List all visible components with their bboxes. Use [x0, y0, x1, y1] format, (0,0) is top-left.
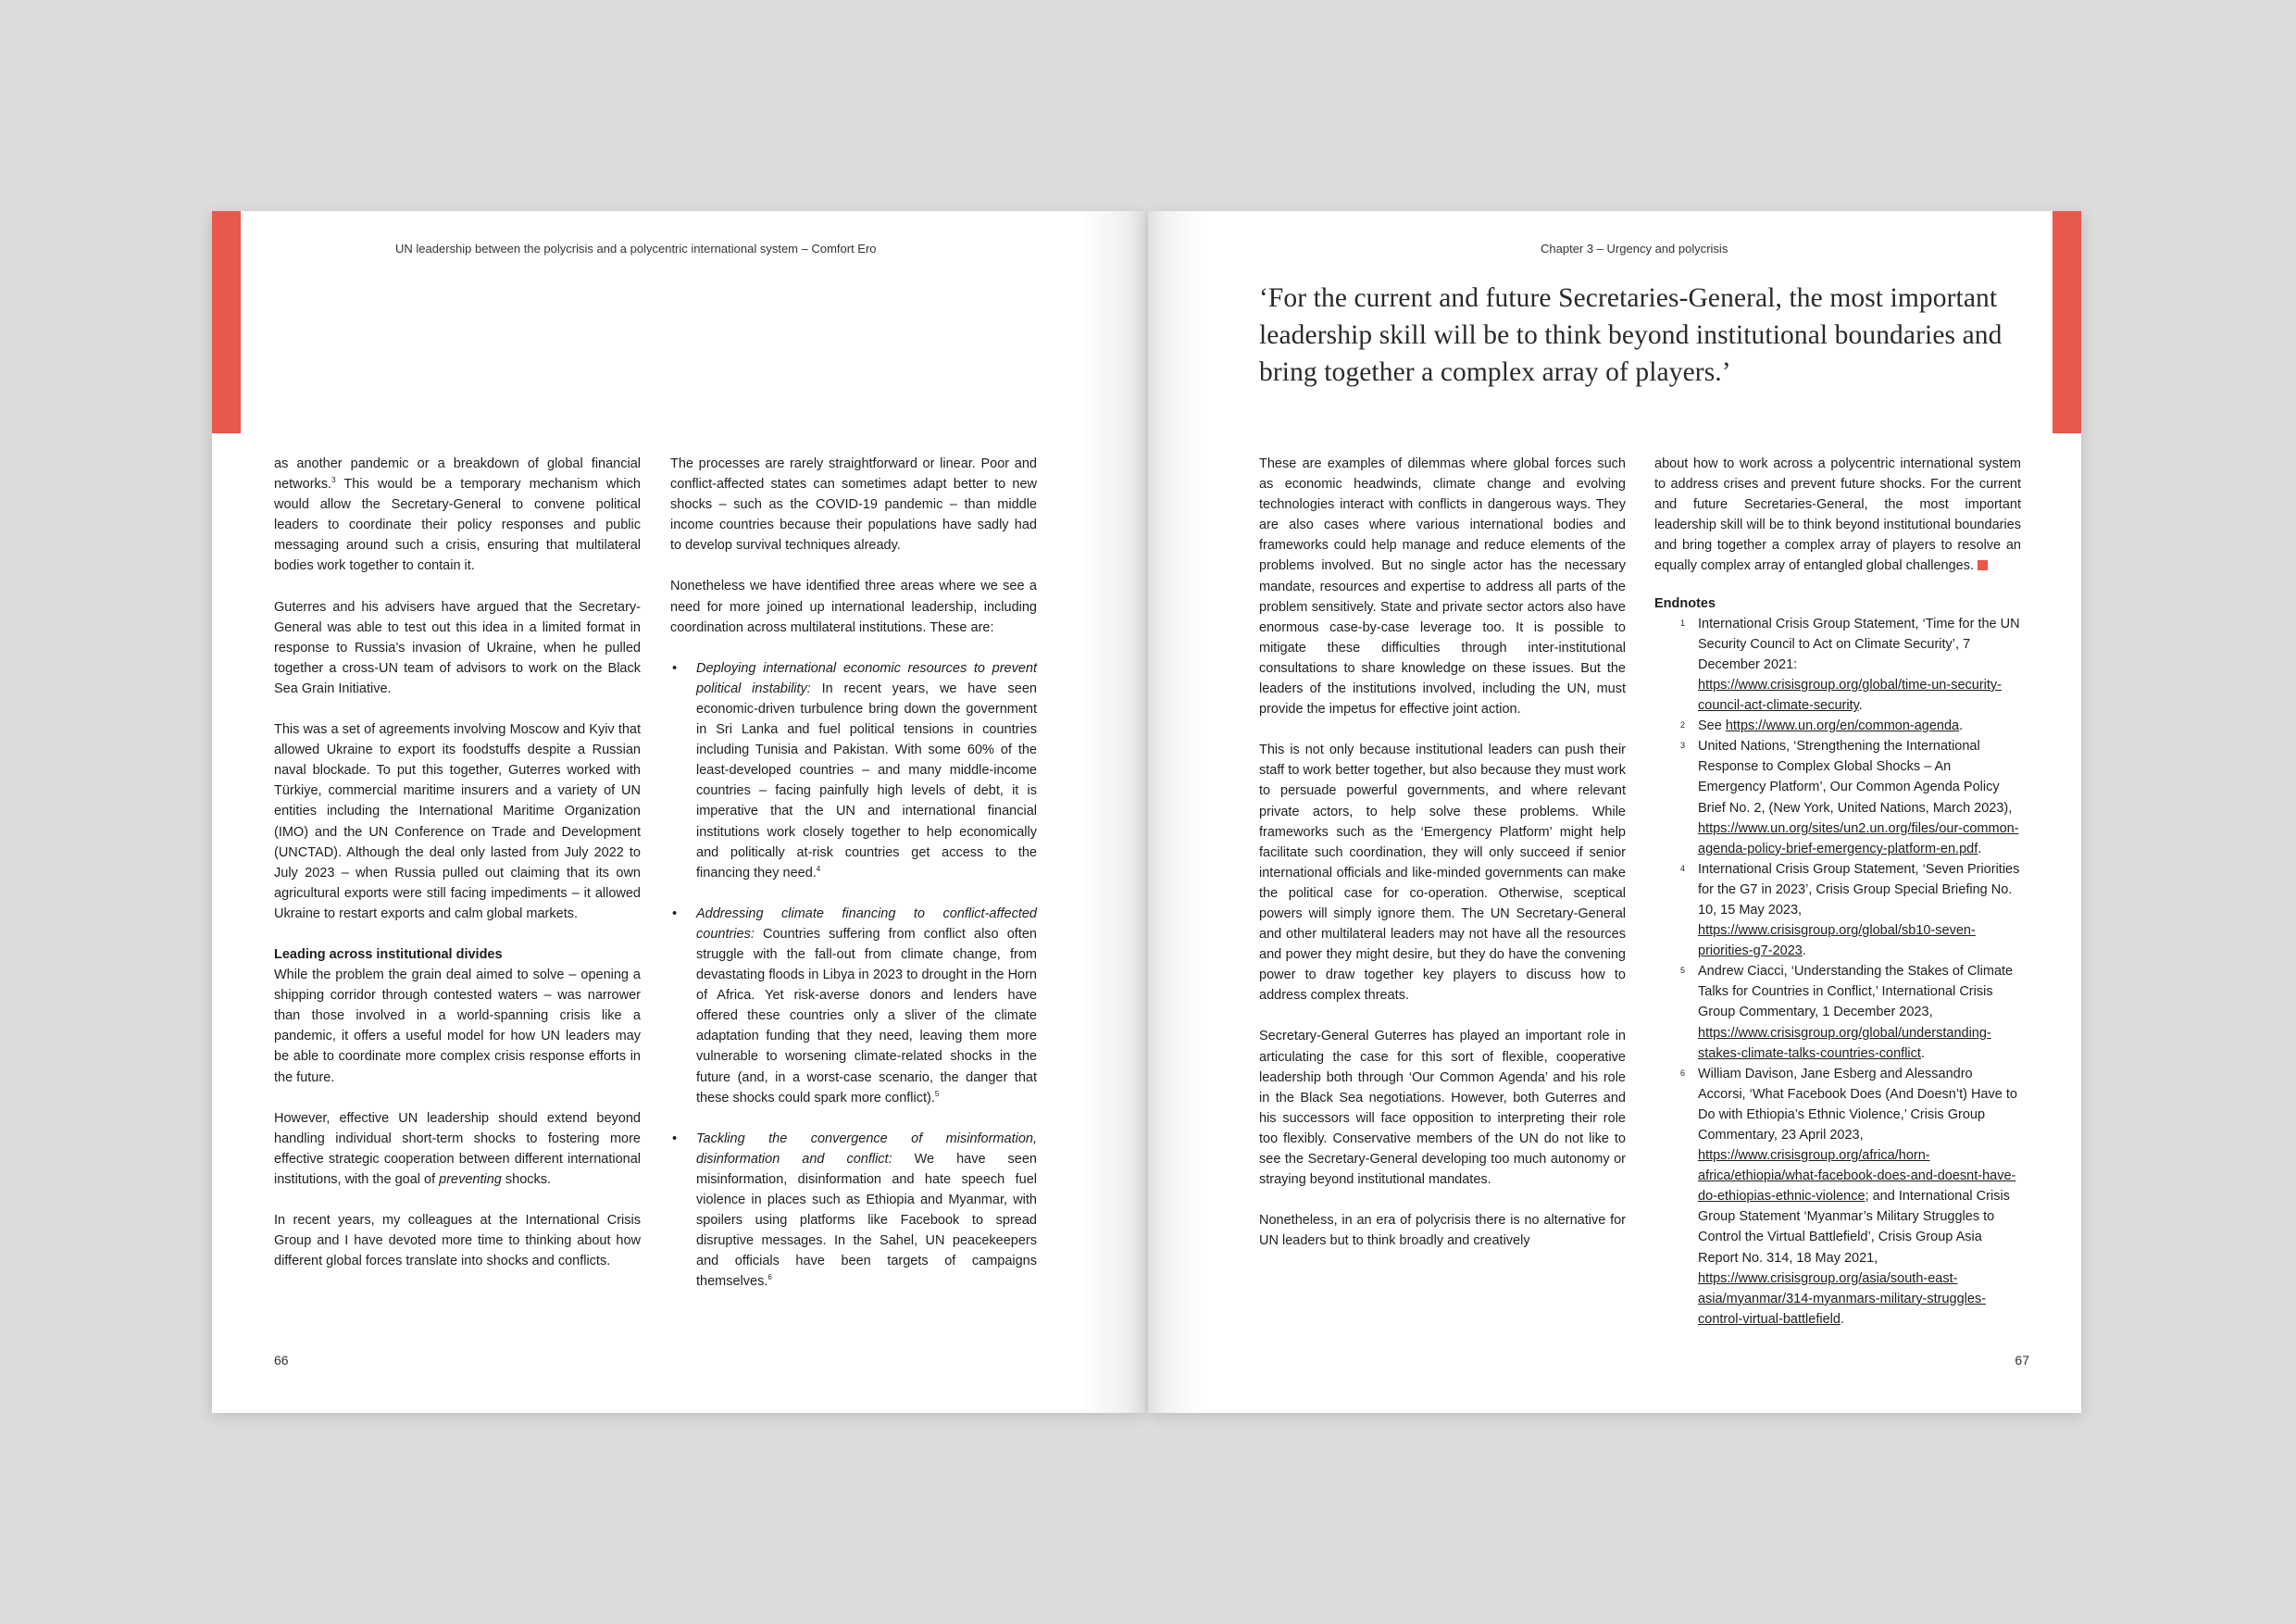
paragraph: This was a set of agreements involving Moscow and Kyiv that allowed Ukraine to export its foodstuffs despite a Russian naval blockade. To put this together, Guterres worked with Türkiye, commercial maritime insurers and a variety of UN entities including the International Maritime Organization (IMO) and the UN Conference on Trade and Development (UNCTAD). Although the deal only lasted from July 2022 to July 2023 – when Russia pulled out claiming that its own agricultural exports were still facing impediments – it allowed Ukraine to restart exports and calm global markets.: [274, 722, 641, 921]
paragraph: about how to work across a polycentric international system to address crises and prevent future shocks. For the current and future Secretaries-General, the most important leadership skill will be to think beyond institutional boundaries and bring together a complex array of players to resolve an equally complex array of entangled global challenges.: [1654, 456, 2021, 574]
endnote-link[interactable]: https://www.un.org/en/common-agenda: [1725, 718, 1960, 734]
pull-quote: ‘For the current and future Secretaries-General, the most important leadership skill will be to think beyond institutional boundaries and bring together a complex array of players.’: [1259, 283, 2003, 387]
paragraph: This is not only because institutional leaders can push their staff to work better together, but also because they must work to persuade powerful governments, and where relevant private actors, to help solve these problems. While frameworks such as the ‘Emergency Platform’ might help facilitate such coordination, they will only succeed if senior international officials and like-minded governments can make the political case for co-operation. Otherwise, sceptical powers will simply ignore them. The UN Secretary-General and other multilateral leaders may not have all the resources and power they might desire, but they do have the convening power to draw together key players to discuss how to address complex threats.: [1259, 743, 1626, 1004]
endnote-link[interactable]: https://www.crisisgroup.org/asia/south-east-asia/myanmar/314-myanmars-military-struggles-control-virtual-battlefield: [1698, 1270, 1987, 1327]
endnote: 3 United Nations, ‘Strengthening the International Response to Complex Global Shocks – An Emergency Platform’, Our Common Agenda Policy Brief No. 2, (New York, United Nations, March 2023), https://www.un.org/sites/un2.un.org/files/our-common-agenda-policy-brief-emergency-platform-en.pdf.: [1680, 739, 2019, 856]
endnote: 4 International Crisis Group Statement, ‘Seven Priorities for the G7 in 2023’, Crisis Group Special Briefing No. 10, 15 May 2023, https://www.crisisgroup.org/global/sb10-seven-priorities-g7-2023.: [1680, 861, 2020, 959]
paragraph: These are examples of dilemmas where global forces such as economic headwinds, climate change and evolving technologies interact with conflicts in dangerous ways. They are also cases where various international bodies and frameworks could help manage and reduce elements of the problems involved. But no single actor has the necessary mandate, resources and expertise to address all parts of the problem sensitively. State and private sector actors also have enormous case-by-case leverage too. It is possible to mitigate these difficulties through inter-institutional consultations to share knowledge on these issues. But the leaders of the institutions involved, including the UN, must provide the impetus for effective joint action.: [1259, 456, 1626, 718]
gutter-shadow: [1148, 211, 1204, 1413]
paragraph: While the problem the grain deal aimed to solve – opening a shipping corridor through contested waters – was narrower than those involved in a world-spanning crisis like a pandemic, it offers a useful model for how UN leaders may be able to coordinate more complex crisis response efforts in the future.: [274, 968, 641, 1085]
list-item: • Deploying international economic resources to prevent political instability: In recent years, we have seen economic-driven turbulence bring down the government in Sri Lanka and fuel political tensions in countries including Tunisia and Pakistan. With some 60% of the least-developed countries – and many middle-income countries – facing painfully high levels of debt, it is imperative that the UN and international financial institutions work closely together to help economically and politically at-risk countries get access to the financing they need.$^4$: [696, 658, 1037, 883]
bullet-list: [670, 658, 1037, 1293]
page-number-right: 67: [2015, 1353, 2029, 1368]
endnote: 1 International Crisis Group Statement, ‘Time for the UN Security Council to Act on Climate Security’, 7 December 2021: https://www.crisisgroup.org/global/time-un-security-council-act-climate-security.: [1680, 616, 2020, 714]
list-item: • Tackling the convergence of misinformation, disinformation and conflict: We have seen misinformation, disinformation and hate speech fuel violence in places such as Ethiopia and Myanmar, with spoilers using platforms like Facebook to spread disruptive messages. In the Sahel, UN peacekeepers and officials have been targets of campaigns themselves.$^6$: [696, 1129, 1037, 1293]
list-item: • Addressing climate financing to conflict-affected countries: Countries suffering from conflict also often struggle with the fall-out from climate change, from devastating floods in Libya in 2023 to drought in the Horn of Africa. Yet risk-averse donors and lenders have offered these countries only a sliver of the climate adaptation funding that they need, leaving them more vulnerable to worsening climate-related shocks in the future (and, in a worst-case scenario, the danger that these shocks could spark more conflict).$^5$: [696, 904, 1037, 1108]
endnotes-heading: Endnotes: [1654, 595, 1716, 611]
paragraph: Nonetheless, in an era of polycrisis there is no alternative for UN leaders but to think broadly and creatively: [1259, 1213, 1626, 1249]
left-column-1: [274, 454, 641, 1271]
paragraph: However, effective UN leadership should extend beyond handling individual short-term shocks to fostering more effective strategic cooperation between different international institutions, with the goal of preventing shocks.: [274, 1110, 641, 1187]
running-head-left: UN leadership between the polycrisis and a polycentric international system – Comfort Ero: [395, 242, 877, 256]
running-head-right: Chapter 3 – Urgency and polycrisis: [1541, 242, 1728, 256]
endnote-link[interactable]: https://www.un.org/sites/un2.un.org/files/our-common-agenda-policy-brief-emergency-platform-en.pdf: [1698, 820, 2019, 856]
right-column-2: [1654, 454, 2021, 1330]
endnote-link[interactable]: https://www.crisisgroup.org/global/time-un-security-council-act-climate-security: [1698, 677, 2002, 714]
paragraph: as another pandemic or a breakdown of global financial networks.$^3$ This would be a temporary mechanism which would allow the Secretary-General to convene political leaders to coordinate their policy responses and public messaging around such a crisis, ensuring that multilateral bodies work together to contain it.: [274, 456, 641, 574]
endnote-link[interactable]: https://www.crisisgroup.org/global/understanding-stakes-climate-talks-countries-conflict: [1698, 1025, 1991, 1061]
section-heading: Leading across institutional divides: [274, 946, 503, 962]
paragraph: In recent years, my colleagues at the International Crisis Group and I have devoted more time to thinking about how different global forces translate into shocks and conflicts.: [274, 1213, 641, 1269]
accent-bar-left: [212, 211, 241, 433]
gutter-shadow: [1080, 211, 1145, 1413]
end-mark: [1978, 560, 1988, 570]
paragraph: Nonetheless we have identified three areas where we see a need for more joined up international leadership, including coordination across multilateral institutions. These are:: [670, 579, 1037, 635]
paragraph: Guterres and his advisers have argued that the Secretary-General was able to test out this idea in a limited format in response to Russia’s invasion of Ukraine, when he pulled together a cross-UN team of advisors to work on the Black Sea Grain Initiative.: [274, 599, 641, 696]
endnote-link[interactable]: https://www.crisisgroup.org/africa/horn-africa/ethiopia/what-facebook-does-and-doesnt-have-do-ethiopias-ethnic-violence: [1698, 1148, 2016, 1205]
accent-bar-right: [2053, 211, 2081, 433]
left-column-2: [670, 454, 1037, 1292]
endnote: 5 Andrew Ciacci, ‘Understanding the Stakes of Climate Talks for Countries in Conflict,’ International Crisis Group Commentary, 1 December 2023, https://www.crisisgroup.org/global/understanding-stakes-climate-talks-countries-conflict.: [1680, 964, 2014, 1061]
endnotes-list: [1654, 614, 2021, 1330]
endnote: 2 See https://www.un.org/en/common-agenda.: [1680, 718, 1964, 734]
paragraph: Secretary-General Guterres has played an important role in articulating the case for this sort of flexible, cooperative leadership both through ‘Our Common Agenda’ and his role in the Black Sea negotiations. However, both Guterres and his successors will face opposition to interpreting their role too flexibly. Conservative members of the UN do not like to see the Secretary-General developing too much autonomy or straying beyond institutional mandates.: [1259, 1029, 1626, 1188]
left-page: [212, 211, 1145, 1413]
right-page: [1148, 211, 2081, 1413]
right-column-1: [1259, 454, 1626, 1251]
page-number-left: 66: [274, 1353, 289, 1368]
paragraph: The processes are rarely straightforward or linear. Poor and conflict-affected states can sometimes adapt better to new shocks – such as the COVID-19 pandemic – than middle income countries because their populations have sadly had to develop survival techniques already.: [670, 456, 1037, 554]
endnote-link[interactable]: https://www.crisisgroup.org/global/sb10-seven-priorities-g7-2023: [1698, 923, 1976, 959]
endnote: 6 William Davison, Jane Esberg and Alessandro Accorsi, ‘What Facebook Does (And Doesn’t) Have to Do with Ethiopia’s Ethnic Violence,’ Crisis Group Commentary, 23 April 2023, https://www.crisisgroup.org/africa/horn-africa/ethiopia/what-facebook-does-and-doesnt-have-do-ethiopias-ethnic-violence; and International Crisis Group Statement ‘Myanmar’s Military Struggles to Control the Virtual Battlefield’, Crisis Group Asia Report No. 314, 18 May 2021, https://www.crisisgroup.org/asia/south-east-asia/myanmar/314-myanmars-military-struggles-control-virtual-battlefield.: [1680, 1066, 2017, 1327]
